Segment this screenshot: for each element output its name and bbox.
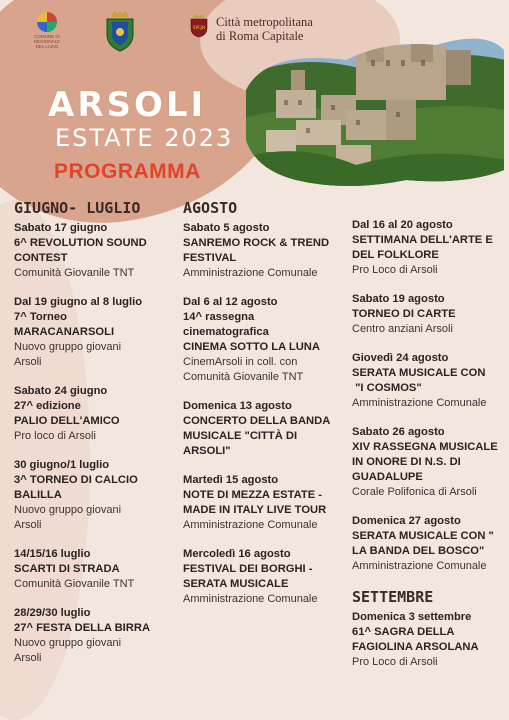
- month-heading: SETTEMBRE: [352, 588, 434, 606]
- event-date: 28/29/30 luglio: [14, 607, 91, 619]
- event-name: BALILLA: [14, 489, 62, 501]
- event-item: [352, 425, 509, 500]
- event-organizer: Nuovo gruppo giovani: [14, 504, 122, 516]
- event-name: GUADALUPE: [352, 471, 423, 483]
- column-agosto: [183, 199, 348, 621]
- event-name: CONTEST: [14, 252, 68, 264]
- event-date: 30 giugno/1 luglio: [14, 459, 110, 471]
- event-date: Domenica 3 settembre: [352, 611, 472, 623]
- event-name: LA BANDA DEL BOSCO": [352, 545, 485, 557]
- event-name: MUSICALE "CITTÀ DI: [183, 430, 298, 442]
- column-giugno-luglio: [14, 199, 174, 680]
- month-heading: GIUGNO- LUGLIO: [14, 199, 141, 217]
- event-organizer: Nuovo gruppo giovani: [14, 341, 122, 353]
- event-name: PALIO DELL'AMICO: [14, 415, 120, 427]
- event-item: [14, 606, 174, 666]
- event-date: 14/15/16 luglio: [14, 548, 91, 560]
- event-name: SERATA MUSICALE CON ": [352, 530, 494, 542]
- event-item: [183, 399, 348, 459]
- event-date: Mercoledì 16 agosto: [183, 548, 291, 560]
- event-date: Giovedì 24 agosto: [352, 352, 449, 364]
- subtitle: ESTATE 2023: [55, 124, 234, 152]
- event-date: Dal 6 al 12 agosto: [183, 296, 278, 308]
- citta-line2: di Roma Capitale: [216, 29, 304, 43]
- main-title: ARSOLI: [48, 85, 207, 125]
- event-date: Sabato 19 agosto: [352, 293, 445, 305]
- event-organizer: Amministrazione Comunale: [352, 560, 487, 572]
- event-item: [14, 458, 174, 533]
- lazio-logo-text-2: REGIONALE: [33, 39, 61, 45]
- event-name: MARACANARSOLI: [14, 326, 115, 338]
- event-name: SETTIMANA DELL'ARTE E: [352, 234, 493, 246]
- event-name: 14^ rassegna: [183, 311, 255, 323]
- event-organizer: Arsoli: [14, 652, 42, 664]
- event-name: FAGIOLINA ARSOLANA: [352, 641, 479, 653]
- event-organizer: Amministrazione Comunale: [183, 593, 318, 605]
- event-item: [14, 547, 174, 592]
- event-name: ARSOLI": [183, 445, 231, 457]
- event-item: [183, 473, 348, 533]
- event-name: SERATA MUSICALE: [183, 578, 289, 590]
- event-item: [352, 610, 509, 670]
- lazio-logo-text-1: COMUNE DI: [34, 34, 60, 39]
- regione-lazio-logo: [22, 12, 72, 50]
- event-name: CINEMA SOTTO LA LUNA: [183, 341, 320, 353]
- event-date: Dal 16 al 20 agosto: [352, 219, 453, 231]
- event-name: cinematografica: [183, 326, 269, 338]
- event-organizer: Amministrazione Comunale: [183, 519, 318, 531]
- event-organizer: Amministrazione Comunale: [352, 397, 487, 409]
- event-item: [183, 295, 348, 385]
- event-date: Martedì 15 agosto: [183, 474, 279, 486]
- event-organizer: Comunità Giovanile TNT: [14, 267, 135, 279]
- event-name: "I COSMOS": [352, 382, 422, 394]
- event-organizer: Comunità Giovanile TNT: [14, 578, 135, 590]
- roma-crest-icon: [190, 14, 208, 38]
- event-date: Domenica 27 agosto: [352, 515, 461, 527]
- event-name: 7^ Torneo: [14, 311, 67, 323]
- citta-line1: Città metropolitana: [216, 15, 313, 29]
- event-organizer: Nuovo gruppo giovani: [14, 637, 122, 649]
- event-item: [352, 218, 509, 278]
- event-organizer: Arsoli: [14, 519, 42, 531]
- event-item: [352, 292, 509, 337]
- event-name: DEL FOLKLORE: [352, 249, 439, 261]
- event-name: SERATA MUSICALE CON: [352, 367, 486, 379]
- event-date: Domenica 13 agosto: [183, 400, 292, 412]
- event-date: Sabato 5 agosto: [183, 222, 270, 234]
- programma-heading: PROGRAMMA: [54, 160, 201, 183]
- lazio-logo-text-3: DEL LAZIO: [35, 44, 59, 50]
- event-name: CONCERTO DELLA BANDA: [183, 415, 331, 427]
- event-name: NOTE DI MEZZA ESTATE -: [183, 489, 323, 501]
- event-organizer: CinemArsoli in coll. con: [183, 356, 298, 368]
- month-heading: AGOSTO: [183, 199, 238, 217]
- event-name: SCARTI DI STRADA: [14, 563, 120, 575]
- event-organizer: Amministrazione Comunale: [183, 267, 318, 279]
- event-item: [14, 384, 174, 444]
- lazio-mark-icon: [37, 12, 57, 32]
- event-item: [352, 351, 509, 411]
- event-name: 61^ SAGRA DELLA: [352, 626, 455, 638]
- event-organizer: Comunità Giovanile TNT: [183, 371, 304, 383]
- event-name: IN ONORE DI N.S. DI: [352, 456, 461, 468]
- arsoli-crest-icon: [104, 10, 136, 52]
- event-item: [352, 514, 509, 574]
- event-item: [14, 221, 174, 281]
- event-organizer: Corale Polifonica di Arsoli: [352, 486, 477, 498]
- event-name: 3^ TORNEO DI CALCIO: [14, 474, 138, 486]
- event-organizer: Centro anziani Arsoli: [352, 323, 453, 335]
- event-name: FESTIVAL: [183, 252, 237, 264]
- event-name: SANREMO ROCK & TREND: [183, 237, 330, 249]
- event-item: [183, 547, 348, 607]
- event-date: Sabato 26 agosto: [352, 426, 445, 438]
- column-agosto-settembre: [352, 218, 509, 684]
- svg-text:SPQR: SPQR: [192, 26, 206, 31]
- event-name: XIV RASSEGNA MUSICALE: [352, 441, 498, 453]
- event-name: 27^ FESTA DELLA BIRRA: [14, 622, 151, 634]
- event-item: [183, 221, 348, 281]
- event-name: TORNEO DI CARTE: [352, 308, 456, 320]
- event-organizer: Pro Loco di Arsoli: [352, 656, 438, 668]
- event-organizer: Arsoli: [14, 356, 42, 368]
- event-organizer: Pro loco di Arsoli: [14, 430, 96, 442]
- event-organizer: Pro Loco di Arsoli: [352, 264, 438, 276]
- event-name: FESTIVAL DEI BORGHI -: [183, 563, 313, 575]
- event-date: Sabato 24 giugno: [14, 385, 108, 397]
- event-date: Dal 19 giugno al 8 luglio: [14, 296, 143, 308]
- event-name: 27^ edizione: [14, 400, 81, 412]
- event-name: 6^ REVOLUTION SOUND: [14, 237, 147, 249]
- event-date: Sabato 17 giugno: [14, 222, 108, 234]
- arsoli-village-photo: [236, 20, 506, 192]
- event-item: [14, 295, 174, 370]
- event-name: MADE IN ITALY LIVE TOUR: [183, 504, 327, 516]
